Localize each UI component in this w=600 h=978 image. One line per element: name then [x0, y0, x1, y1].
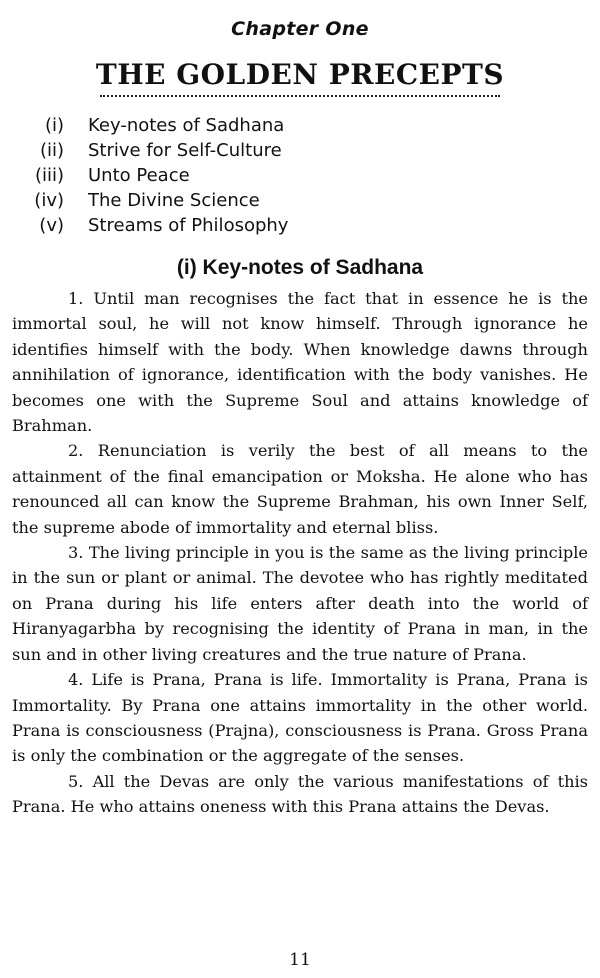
contents-item-number: (v)	[39, 215, 64, 236]
body-paragraph: 1. Until man recognises the fact that in essence he is the immortal soul, he will not know himself. Through ignorance he identifies himself with the body. When knowledge dawns through annihilation of ignorance, identification with the body vanishes. He becomes one with the Supreme Soul and attains knowledge of Brahman.	[12, 289, 588, 436]
contents-item	[0, 163, 600, 188]
body-paragraph: 4. Life is Prana, Prana is life. Immortality is Prana, Prana is Immortality. By Prana one attains immortality in the other world. Prana is consciousness (Prajna), consciousness is Prana. Gross Prana is only the combination or the aggregate of the senses.	[12, 670, 588, 766]
contents-item-label: Strive for Self-Culture	[88, 140, 282, 161]
chapter-contents-list	[0, 113, 600, 238]
contents-item-label: Unto Peace	[88, 165, 190, 186]
page-number: 11	[289, 950, 311, 970]
chapter-title: THE GOLDEN PRECEPTS	[95, 58, 505, 91]
contents-item	[0, 113, 600, 138]
contents-item	[0, 188, 600, 213]
contents-item-label: The Divine Science	[88, 190, 260, 211]
contents-item	[0, 138, 600, 163]
contents-item	[0, 213, 600, 238]
contents-item-number: (iii)	[34, 165, 64, 186]
contents-item-number: (ii)	[39, 140, 64, 161]
contents-item-number: (iv)	[34, 190, 64, 211]
chapter-label: Chapter One	[231, 18, 369, 40]
body-paragraph: 2. Renunciation is verily the best of all means to the attainment of the final emancipation or Moksha. He alone who has renounced all can know the Supreme Brahman, his own Inner Self, the supreme abode of immortality and eternal bliss.	[12, 441, 588, 537]
body-paragraph: 3. The living principle in you is the same as the living principle in the sun or plant or animal. The devotee who has rightly meditated on Prana during his life enters after death into the world of Hiranyagarbha by recognising the identity of Prana in man, in the sun and in other living creatures and the true nature of Prana.	[12, 543, 588, 664]
contents-item-number: (i)	[44, 115, 64, 136]
title-underline	[100, 95, 500, 97]
contents-item-label: Key-notes of Sadhana	[88, 115, 285, 136]
section-body	[12, 286, 588, 820]
body-paragraph: 5. All the Devas are only the various manifestations of this Prana. He who attains oneness with this Prana attains the Devas.	[12, 771, 588, 817]
contents-item-label: Streams of Philosophy	[88, 215, 289, 236]
section-heading: (i) Key-notes of Sadhana	[176, 256, 424, 279]
